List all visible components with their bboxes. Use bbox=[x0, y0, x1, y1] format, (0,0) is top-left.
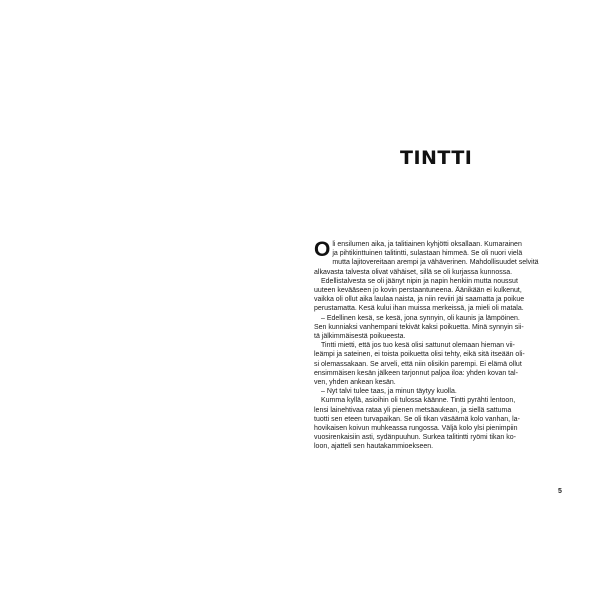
text-line-content: Edellistalvesta se oli jäänyt nipin ja napin henkiin mutta noussut bbox=[321, 277, 518, 285]
text-line: ensimmäisen kesän jälkeen tarjonnut paljoa iloa: yhden kovan tal- bbox=[314, 369, 518, 377]
drop-cap: O bbox=[314, 238, 331, 261]
text-line bbox=[314, 314, 560, 323]
text-line-content: – Edellinen kesä, se kesä, jona synnyin, oli kaunis ja lämpöinen. bbox=[321, 314, 520, 322]
text-line: lensi lainehtivaa rataa yli pienen metsäaukean, ja siellä sattuma bbox=[314, 406, 512, 414]
text-line: Sen kunniaksi vanhempani tekivät kaksi poikuetta. Minä synnyin sii- bbox=[314, 323, 524, 331]
text-line: alkavasta talvesta olivat vähäiset, sillä se oli kurjassa kunnossa. bbox=[314, 268, 513, 276]
text-line: vuosirenkaisiin asti, sydänpuuhun. Surkea talitintti ryömi tikan ko- bbox=[314, 434, 516, 442]
text-line-content: Tintti mietti, että jos tuo kesä olisi sattunut olemaan hieman vii- bbox=[321, 342, 515, 350]
text-line-content: – Nyt talvi tulee taas, ja minun täytyy kuolla. bbox=[321, 388, 457, 396]
text-line: mutta lajitovereitaan arempi ja vähäverinen. Mahdollisuudet selvitä bbox=[332, 259, 539, 267]
text-line: ja pihtikinttuinen talitintti, sulastaan himmeä. Se oli nuori vielä bbox=[332, 250, 523, 258]
text-line: ven, yhden ankean kesän. bbox=[314, 379, 396, 387]
text-line: si olemassakaan. Se arveli, että niin olisikin parempi. Ei elämä ollut bbox=[314, 360, 522, 368]
page-number: 5 bbox=[558, 488, 562, 495]
text-line: hovikaisen koivun muhkeassa rungossa. Väljä kolo ylsi pienimpiin bbox=[314, 425, 518, 433]
text-line-content: Kumma kyllä, asioihin oli tulossa käänne. Tintti pyrähti lentoon, bbox=[321, 397, 516, 405]
text-line bbox=[314, 387, 560, 396]
text-line: li ensilumen aika, ja talitiainen kyhjötti oksallaan. Kumarainen bbox=[332, 241, 522, 248]
text-line: leämpi ja sateinen, ei toista poikuetta olisi tehty, eikä sitä itseään oli- bbox=[314, 351, 525, 359]
text-line bbox=[314, 341, 560, 350]
text-line bbox=[314, 277, 560, 286]
text-line: tuotti sen eteen turvapaikan. Se oli tikan väsäämä kolo vanhan, la- bbox=[314, 415, 520, 423]
text-line: vaikka oli ollut aika laulaa naista, ja niin reviiri jäi saamatta ja poikue bbox=[314, 296, 525, 304]
text-line: perustamatta. Kesä kului ihan muissa merkeissä, ja mieli oli matala. bbox=[314, 305, 524, 313]
text-line: tä jälkimmäisestä poikueesta. bbox=[314, 333, 406, 341]
text-line: uuteen keväāseen jo kovin perstaantuneena. Äänikään ei kulkenut, bbox=[314, 287, 522, 295]
text-line bbox=[314, 396, 560, 405]
chapter-body bbox=[314, 240, 560, 452]
text-line: loon, ajatteli sen hautakammioekseen. bbox=[314, 443, 434, 451]
chapter-title: TINTTI bbox=[400, 147, 473, 169]
